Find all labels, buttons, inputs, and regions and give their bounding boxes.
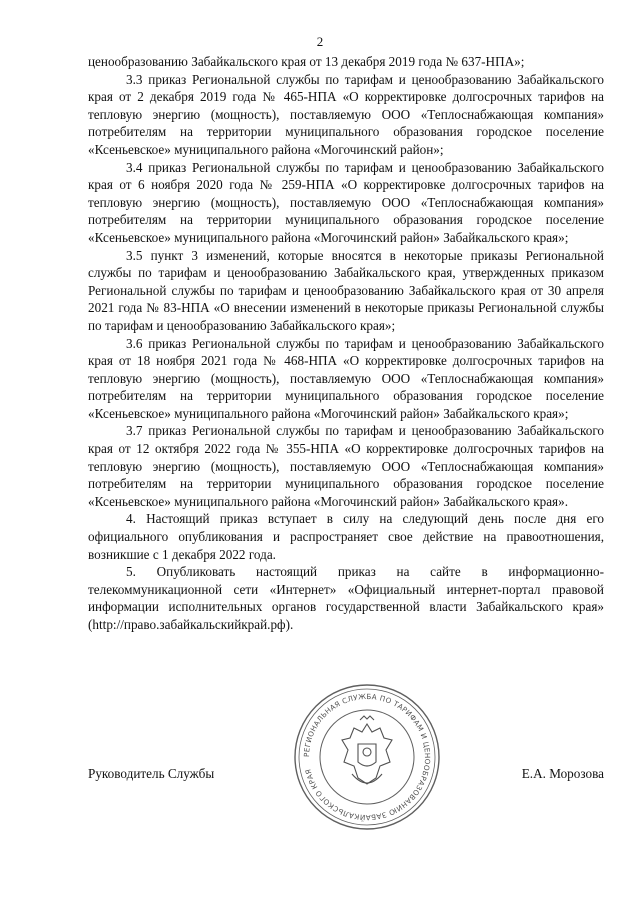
page-number: 2 (316, 34, 324, 49)
paragraph-4: 4. Настоящий приказ вступает в силу на следующий день после дня его официального опубликования и распространяет свое действие на правоотношения, возникшие с 1 декабря 2022 года. (88, 511, 604, 562)
paragraph-5: 5. Опубликовать настоящий приказ на сайте в информационно-телекоммуникационной сети «Интернет» «Официальный интернет-портал правовой информации исполнительных органов государственной власти Забайкальского края» (http://право.забайкальскийкрай.рф). (88, 564, 604, 632)
paragraph-continuation: ценообразованию Забайкальского края от 13 декабря 2019 года № 637-НПА»; (88, 54, 525, 69)
svg-text:РЕГИОНАЛЬНАЯ СЛУЖБА ПО ТАРИФАМ: РЕГИОНАЛЬНАЯ СЛУЖБА ПО ТАРИФАМ И ЦЕНООБРАЗОВАНИЮ ЗАБАЙКАЛЬСКОГО КРАЯ (301, 691, 433, 823)
document-body (88, 53, 604, 634)
paragraph-3-4: 3.4 приказ Региональной службы по тарифам и ценообразованию Забайкальского края от 6 ноября 2020 года № 259-НПА «О корректировке долгосрочных тарифов на тепловую энергию (мощность), поставляемую ООО «Теплоснабжающая компания» потребителям на территории муниципального образования городское поселение «Ксеньевское» муниципального района «Могочинский район» Забайкальского края»; (88, 159, 604, 245)
paragraph-3-5: 3.5 пункт 3 изменений, которые вносятся в некоторые приказы Региональной службы по тарифам и ценообразованию Забайкальского края, утвержденных приказом Региональной службы по тарифам и ценообразованию Забайкальского края от 30 апреля 2021 года № 83-НПА «О внесении изменений в некоторые приказы Региональной службы по тарифам и ценообразованию Забайкальского края»; (88, 247, 604, 333)
paragraph-3-7: 3.7 приказ Региональной службы по тарифам и ценообразованию Забайкальского края от 12 октября 2022 года № 355-НПА «О корректировке долгосрочных тарифов на тепловую энергию (мощность), поставляемую ООО «Теплоснабжающая компания» потребителям на территории муниципального образования городское поселение «Ксеньевское» муниципального района «Могочинский район» Забайкальского края». (88, 423, 604, 509)
signatory-position: Руководитель Службы (88, 766, 215, 781)
official-seal-stamp (292, 682, 442, 832)
paragraph-3-6: 3.6 приказ Региональной службы по тарифам и ценообразованию Забайкальского края от 18 ноября 2021 года № 468-НПА «О корректировке долгосрочных тарифов на тепловую энергию (мощность), поставляемую ООО «Теплоснабжающая компания» потребителям на территории муниципального образования городское поселение «Ксеньевское» муниципального района «Могочинский район» Забайкальского края»; (88, 335, 604, 421)
paragraph-3-3: 3.3 приказ Региональной службы по тарифам и ценообразованию Забайкальского края от 2 декабря 2019 года № 465-НПА «О корректировке долгосрочных тарифов на тепловую энергию (мощность), поставляемую ООО «Теплоснабжающая компания» потребителям на территории муниципального образования городское поселение «Ксеньевское» муниципального района «Могочинский район»; (88, 71, 604, 157)
signatory-name: Е.А. Морозова (521, 766, 604, 781)
signature-row (88, 766, 604, 782)
